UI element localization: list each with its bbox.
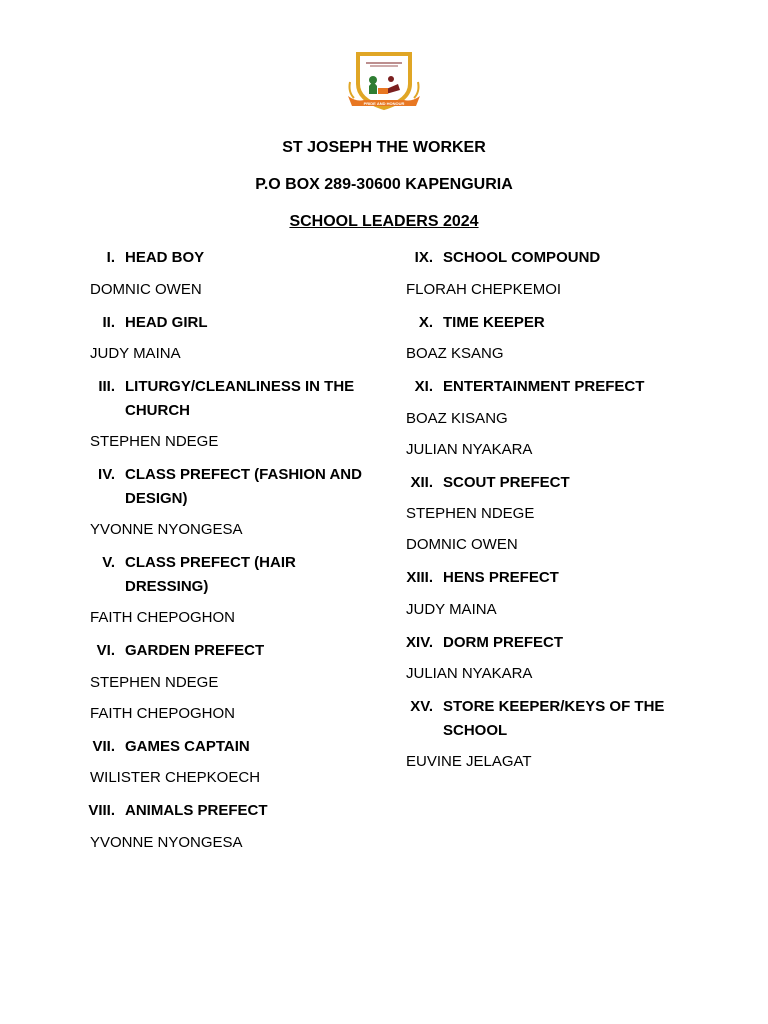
leader-section bbox=[80, 799, 380, 853]
logo-motto-text: PRIDE AND HONOUR bbox=[363, 101, 405, 106]
section-heading bbox=[398, 566, 698, 590]
leader-section bbox=[398, 695, 698, 772]
section-title: HENS PREFECT bbox=[443, 569, 559, 586]
section-title: SCHOOL COMPOUND bbox=[443, 249, 601, 266]
leader-section bbox=[398, 375, 698, 460]
section-heading bbox=[398, 246, 698, 270]
leader-section bbox=[80, 311, 380, 365]
section-number: I. bbox=[106, 249, 115, 266]
leader-section bbox=[80, 735, 380, 789]
leader-section bbox=[80, 551, 380, 628]
leader-section bbox=[398, 566, 698, 620]
section-heading bbox=[80, 639, 380, 663]
section-number: XI. bbox=[414, 378, 433, 395]
leader-name: FAITH CHEPOGHON bbox=[90, 704, 236, 722]
section-number: XIII. bbox=[406, 569, 433, 586]
section-title: TIME KEEPER bbox=[443, 313, 545, 331]
leader-name: WILISTER CHEPKOECH bbox=[90, 769, 261, 786]
section-heading bbox=[80, 735, 380, 759]
section-number: XII. bbox=[410, 473, 433, 491]
section-heading bbox=[398, 695, 698, 742]
section-number: VII. bbox=[92, 737, 115, 755]
document-title: SCHOOL LEADERS 2024 bbox=[289, 213, 479, 230]
section-title: STORE KEEPER/KEYS OF THE SCHOOL bbox=[443, 698, 665, 739]
left-column bbox=[80, 246, 380, 864]
section-number: VIII. bbox=[88, 802, 115, 819]
leader-name: STEPHEN NDEGE bbox=[90, 433, 219, 450]
leader-name: YVONNE NYONGESA bbox=[90, 833, 243, 851]
section-title: CLASS PREFECT (HAIR DRESSING) bbox=[125, 554, 296, 595]
section-number: IX. bbox=[414, 249, 433, 266]
section-heading bbox=[80, 799, 380, 823]
leader-name: STEPHEN NDEGE bbox=[90, 673, 219, 691]
section-number: X. bbox=[418, 313, 433, 331]
section-title: HEAD GIRL bbox=[125, 313, 208, 331]
section-number: III. bbox=[98, 378, 115, 395]
section-title: GARDEN PREFECT bbox=[125, 642, 265, 659]
section-title: ANIMALS PREFECT bbox=[125, 802, 268, 819]
right-column bbox=[398, 246, 698, 783]
section-number: VI. bbox=[96, 642, 115, 659]
section-heading bbox=[398, 631, 698, 655]
section-number: V. bbox=[102, 554, 115, 571]
leader-section bbox=[80, 246, 380, 300]
school-name: ST JOSEPH THE WORKER bbox=[282, 139, 486, 156]
section-title: CLASS PREFECT (FASHION AND DESIGN) bbox=[125, 466, 362, 507]
section-heading bbox=[80, 375, 380, 422]
leader-name: EUVINE JELAGAT bbox=[406, 753, 532, 770]
section-title: HEAD BOY bbox=[125, 249, 205, 266]
school-crest-logo bbox=[346, 50, 422, 112]
leader-section bbox=[398, 311, 698, 365]
leader-name: JULIAN NYAKARA bbox=[406, 440, 533, 458]
leader-section bbox=[80, 639, 380, 724]
section-heading bbox=[80, 246, 380, 270]
leader-section bbox=[80, 375, 380, 452]
leader-section bbox=[80, 463, 380, 540]
section-heading bbox=[398, 311, 698, 335]
section-heading bbox=[80, 551, 380, 598]
section-heading bbox=[80, 311, 380, 335]
section-title: DORM PREFECT bbox=[443, 633, 563, 651]
section-heading bbox=[398, 471, 698, 495]
school-address: P.O BOX 289-30600 KAPENGURIA bbox=[255, 176, 513, 193]
leader-name: STEPHEN NDEGE bbox=[406, 505, 535, 522]
leader-name: BOAZ KISANG bbox=[406, 409, 508, 427]
leader-section bbox=[398, 471, 698, 556]
section-heading bbox=[80, 463, 380, 510]
section-number: XIV. bbox=[406, 633, 433, 651]
leader-name: YVONNE NYONGESA bbox=[90, 521, 243, 538]
leader-name: JUDY MAINA bbox=[90, 345, 181, 362]
leader-name: JULIAN NYAKARA bbox=[406, 665, 533, 682]
section-number: XV. bbox=[410, 698, 433, 715]
leader-name: FLORAH CHEPKEMOI bbox=[406, 280, 562, 298]
section-number: IV. bbox=[98, 466, 115, 483]
leader-name: JUDY MAINA bbox=[406, 600, 497, 618]
leader-section bbox=[398, 246, 698, 300]
section-title: ENTERTAINMENT PREFECT bbox=[443, 378, 645, 395]
section-heading bbox=[398, 375, 698, 399]
leader-name: FAITH CHEPOGHON bbox=[90, 609, 236, 626]
leader-section bbox=[398, 631, 698, 685]
section-title: GAMES CAPTAIN bbox=[125, 737, 250, 755]
section-title: SCOUT PREFECT bbox=[443, 473, 570, 491]
leader-name: DOMNIC OWEN bbox=[406, 536, 518, 553]
leader-name: DOMNIC OWEN bbox=[90, 280, 202, 298]
section-number: II. bbox=[102, 313, 115, 331]
leader-name: BOAZ KSANG bbox=[406, 345, 504, 362]
section-title: LITURGY/CLEANLINESS IN THE CHURCH bbox=[125, 378, 355, 419]
